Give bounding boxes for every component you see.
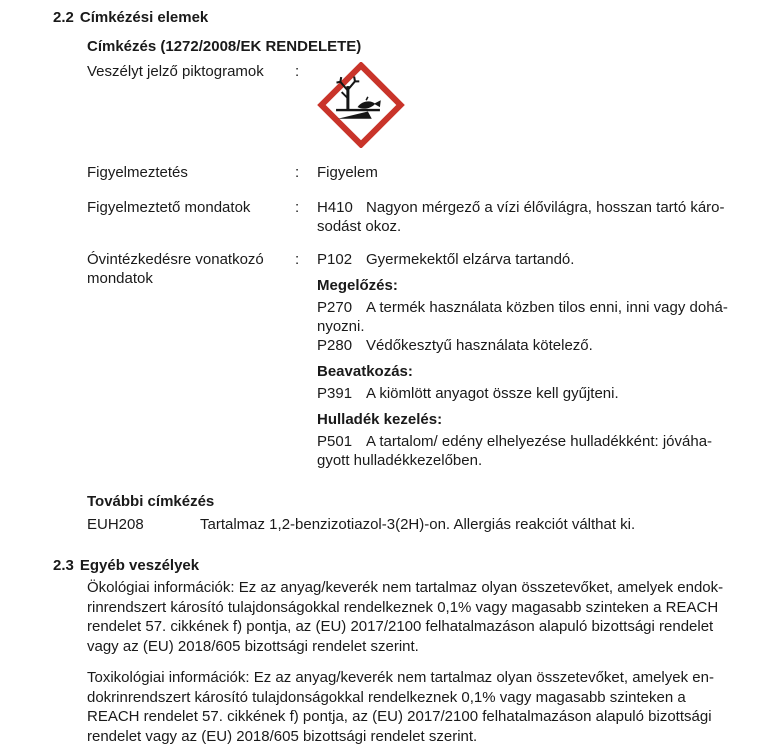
prevention-heading: Megelőzés: [317,277,398,294]
colon-separator: : [295,251,300,268]
precautionary-statements-label: Óvintézkedésre vonatkozó mondatok [87,251,264,287]
tox-line: dokrinrendszert károsító tulajdonságokkal rendelkeznek 0,1% vagy magasabb szinteken a [87,688,686,706]
section-title: Címkézési elemek [79,9,209,26]
eco-line: rinrendszert károsító tulajdonságokkal rendelkeznek 0,1% vagy magasabb szinteken a REACH [87,598,719,616]
euh208-row [87,515,775,534]
section-number: 2.2 [53,9,74,26]
pictogram-row-value [317,62,775,148]
section-2-3-heading [53,556,775,575]
section-number: 2.3 [53,557,74,574]
signal-word-value: Figyelem [317,164,378,181]
eco-line: Ökológiai információk: Ez az anyag/keverék nem tartalmaz olyan összetevőket, amelyek endok- [87,579,724,596]
p270-code: P270 [317,299,353,316]
tox-line: rendelet vagy az (EU) 2018/605 bizottsági rendelet szerint. [87,727,478,745]
p270-statement-line-1: P270 A termék használata közben tilos enni, inni vagy dohá- [317,299,728,316]
response-heading: Beavatkozás: [317,363,413,380]
h410-statement-line-2: sodást okoz. [317,218,402,235]
p280-code: P280 [317,337,353,354]
p391-code: P391 [317,385,353,402]
euh208-code: EUH208 [87,516,144,533]
signal-word-row [87,163,775,182]
tox-line: Toxikológiai információk: Ez az anyag/keverék nem tartalmaz olyan összetevőket, amelyek en- [87,669,714,686]
precautionary-statements-row [87,250,775,470]
hazard-statements-label: Figyelmeztető mondatok [87,199,251,216]
additional-labeling-heading: További címkézés [87,493,215,510]
h410-code: H410 [317,199,353,216]
p501-statement-line-2: gyott hulladékkezelőben. [317,452,483,469]
p102-code: P102 [317,251,353,268]
hazard-statements-row [87,198,775,236]
euh208-text: Tartalmaz 1,2-benzizotiazol-3(2H)-on. Allergiás reakciót válthat ki. [200,516,636,533]
disposal-heading: Hulladék kezelés: [317,411,443,428]
eco-line: vagy az (EU) 2018/605 bizottsági rendelet szerint. [87,637,419,655]
colon-separator: : [295,199,300,216]
p501-statement-line-1: P501 A tartalom/ edény elhelyezése hulladékként: jóváha- [317,433,713,450]
toxicological-information-paragraph [87,668,775,746]
signal-word-label: Figyelmeztetés [87,164,188,181]
p280-statement: P280 Védőkesztyű használata kötelező. [317,337,593,354]
ecological-information-paragraph [87,578,775,656]
p501-code: P501 [317,433,353,450]
colon-separator: : [295,63,300,80]
precautionary-statements-value [317,250,775,470]
p270-statement-line-2: nyozni. [317,318,365,335]
tox-line: REACH rendelet 57. cikkének f) pontja, az (EU) 2017/2100 felhatalmazáson alapuló bizottsági [87,708,712,725]
pictogram-row-label: Veszélyt jelző piktogramok [87,63,264,80]
hazard-pictogram-row [87,62,775,148]
colon-separator: : [295,164,300,181]
p391-statement: P391 A kiömlött anyagot össze kell gyűjteni. [317,385,619,402]
p102-statement: P102 Gyermekektől elzárva tartandó. [317,251,575,268]
section-title: Egyéb veszélyek [79,557,200,574]
ghs09-environmental-hazard-icon [317,62,405,148]
labeling-heading: Címkézés (1272/2008/EK RENDELETE) [87,38,362,55]
section-2-2-heading [53,8,775,27]
hazard-statements-value [317,198,775,236]
eco-line: rendelet 57. cikkének f) pontja, az (EU) 2017/2100 felhatalmazáson alapuló bizottsági rendelet [87,618,714,635]
h410-statement-line-1: H410 Nagyon mérgező a vízi élővilágra, hosszan tartó káro- [317,199,725,216]
